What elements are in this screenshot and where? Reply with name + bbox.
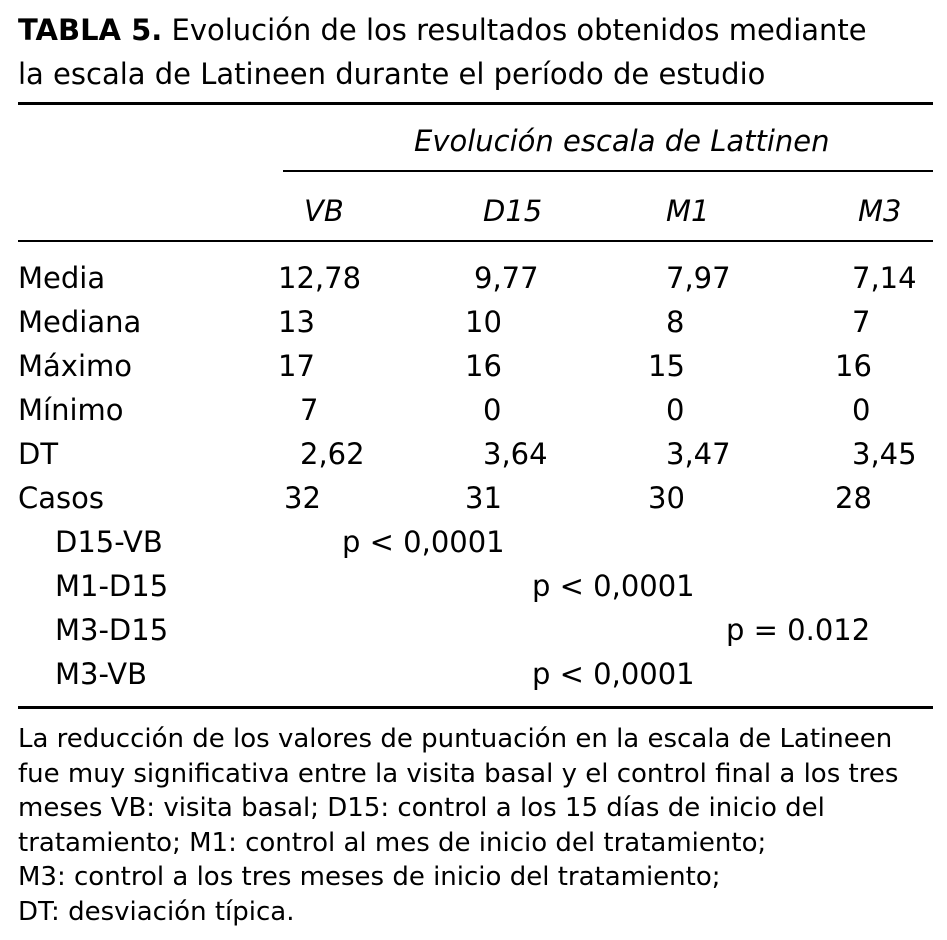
footnote-line: fue muy significativa entre la visita basal y el control final a los tres [18, 758, 899, 789]
column-header-m3: M3 [858, 194, 902, 228]
bottom-rule [18, 706, 933, 709]
comparison-label-m3-d15: M3-D15 [55, 613, 169, 647]
footnote-line: meses VB: visita basal; D15: control a los 15 días de inicio del [18, 793, 825, 823]
row-label-maximo: Máximo [18, 349, 133, 383]
comparison-p-d15-vb: p < 0,0001 [342, 525, 505, 559]
cell-dt-vb: 2,62 [300, 437, 365, 471]
group-header-rule [283, 170, 933, 172]
cell-media-d15: 9,77 [474, 261, 539, 295]
cell-minimo-m3: 0 [852, 393, 871, 427]
table-footnote [18, 722, 933, 929]
cell-casos-vb: 32 [284, 481, 321, 515]
cell-dt-d15: 3,64 [483, 437, 548, 471]
row-label-mediana: Mediana [18, 305, 142, 339]
row-label-casos: Casos [18, 481, 104, 515]
row-label-minimo: Mínimo [18, 393, 124, 427]
cell-media-m1: 7,97 [666, 261, 731, 295]
cell-media-m3: 7,14 [852, 261, 917, 295]
group-header: Evolución escala de Lattinen [414, 124, 830, 158]
cell-dt-m3: 3,45 [852, 437, 917, 471]
row-label-media: Media [18, 261, 106, 295]
cell-mediana-d15: 10 [465, 305, 502, 339]
footnote-line: La reducción de los valores de puntuación en la escala de Latineen [18, 724, 893, 754]
cell-maximo-d15: 16 [465, 349, 502, 383]
comparison-p-m3-vb: p < 0,0001 [532, 657, 695, 691]
row-label-dt: DT [18, 437, 59, 471]
comparison-label-d15-vb: D15-VB [55, 525, 163, 559]
table-label: TABLA 5. [18, 13, 163, 47]
cell-dt-m1: 3,47 [666, 437, 731, 471]
cell-media-vb: 12,78 [278, 261, 362, 295]
table-title [18, 8, 867, 96]
footnote-line: DT: desviación típica. [18, 896, 295, 927]
comparison-label-m1-d15: M1-D15 [55, 569, 169, 603]
header-rule [18, 240, 933, 242]
column-header-vb: VB [304, 194, 344, 228]
column-header-m1: M1 [666, 194, 710, 228]
cell-maximo-m1: 15 [648, 349, 685, 383]
cell-minimo-d15: 0 [483, 393, 502, 427]
cell-mediana-m1: 8 [666, 305, 685, 339]
footnote-line: tratamiento; M1: control al mes de inicio del tratamiento; [18, 827, 767, 858]
comparison-p-m1-d15: p < 0,0001 [532, 569, 695, 603]
cell-casos-m1: 30 [648, 481, 685, 515]
top-rule [18, 102, 933, 105]
cell-casos-m3: 28 [835, 481, 872, 515]
comparison-p-m3-d15: p = 0.012 [726, 613, 871, 647]
cell-mediana-m3: 7 [852, 305, 871, 339]
cell-minimo-m1: 0 [666, 393, 685, 427]
cell-maximo-vb: 17 [278, 349, 315, 383]
cell-mediana-vb: 13 [278, 305, 315, 339]
cell-minimo-vb: 7 [300, 393, 319, 427]
comparison-label-m3-vb: M3-VB [55, 657, 147, 691]
cell-casos-d15: 31 [465, 481, 502, 515]
cell-maximo-m3: 16 [835, 349, 872, 383]
footnote-line: M3: control a los tres meses de inicio del tratamiento; [18, 862, 721, 892]
table-title-line-2: la escala de Latineen durante el período de estudio [18, 57, 766, 91]
table-title-line-1: Evolución de los resultados obtenidos mediante [171, 13, 867, 47]
column-header-d15: D15 [483, 194, 543, 228]
